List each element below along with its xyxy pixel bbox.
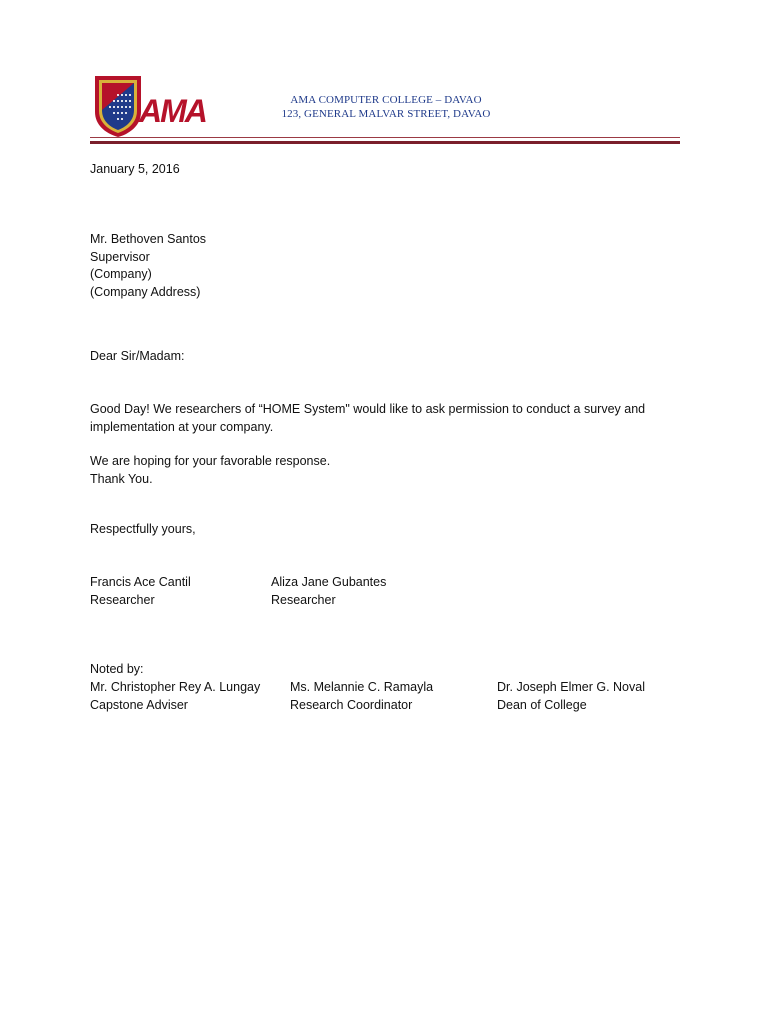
- signatory: [90, 679, 260, 714]
- closing: Respectfully yours,: [90, 522, 196, 536]
- researcher-name: Francis Ace Cantil: [90, 575, 191, 589]
- signatory: [290, 679, 433, 714]
- body-line: We are hoping for your favorable response.: [90, 454, 331, 468]
- signatory-role: Dean of College: [497, 697, 587, 712]
- college-name: AMA COMPUTER COLLEGE – DAVAO: [290, 94, 482, 106]
- signatory-name: Ms. Melannie C. Ramayla: [290, 680, 434, 694]
- body-line: Thank You.: [90, 471, 153, 486]
- signatory-name: Mr. Christopher Rey A. Lungay: [90, 680, 261, 694]
- body-line: implementation at your company.: [90, 419, 274, 434]
- signatory-name: Dr. Joseph Elmer G. Noval: [497, 680, 645, 694]
- header-rule: [90, 141, 680, 144]
- researcher-name: Aliza Jane Gubantes: [271, 575, 387, 589]
- body-line: Good Day! We researchers of “HOME System" would like to ask permission to conduct a survey and: [90, 402, 646, 416]
- svg-text:AMA: AMA: [139, 93, 206, 129]
- recipient-name: Mr. Bethoven Santos: [90, 232, 207, 246]
- salutation: Dear Sir/Madam:: [90, 349, 185, 363]
- signatory: [497, 679, 645, 714]
- recipient-address: (Company Address): [90, 284, 201, 299]
- letterhead: [246, 93, 526, 121]
- researcher-role: Researcher: [271, 592, 336, 607]
- body-paragraph-2: [90, 453, 670, 488]
- header-rule-thin: [90, 137, 680, 138]
- recipient-block: [90, 231, 670, 301]
- signatory-role: Research Coordinator: [290, 697, 413, 712]
- researcher-signature: [90, 574, 191, 609]
- researcher-role: Researcher: [90, 592, 155, 607]
- college-address: 123, GENERAL MALVAR STREET, DAVAO: [281, 108, 491, 120]
- noted-by-label: Noted by:: [90, 662, 144, 676]
- ama-logo: [93, 74, 213, 138]
- letter-date: January 5, 2016: [90, 162, 180, 176]
- recipient-company: (Company): [90, 267, 152, 281]
- body-paragraph-1: [90, 401, 670, 436]
- signatory-role: Capstone Adviser: [90, 697, 188, 712]
- researcher-signature: [271, 574, 386, 609]
- recipient-title: Supervisor: [90, 249, 150, 264]
